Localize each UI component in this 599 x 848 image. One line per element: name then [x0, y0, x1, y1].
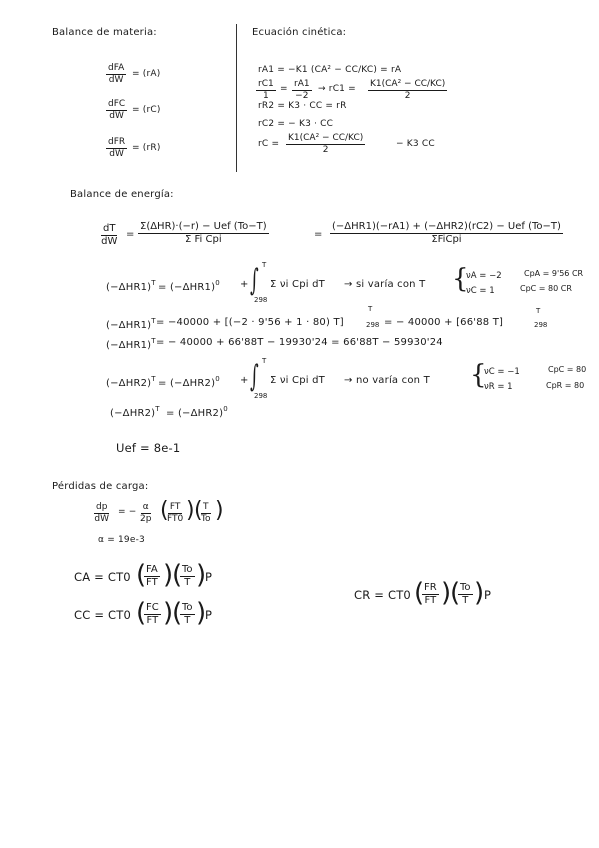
mass-eq2-rhs: = (rC)	[132, 105, 161, 115]
cc-paren-open-1: (	[136, 598, 147, 628]
cc-f-num: FC	[146, 602, 159, 613]
h4-integrand: Σ νi Cpi dT	[270, 375, 325, 386]
kinetics-l2-den-c: 2	[404, 91, 411, 101]
mass-eq1-rhs: = (rA)	[132, 69, 161, 79]
h5-lhs	[110, 406, 160, 419]
h4-lhs	[106, 376, 156, 389]
cr-f-den: FT	[424, 595, 437, 606]
ca-paren-open-1: (	[136, 560, 147, 590]
int1-lower: 298	[254, 296, 268, 304]
kinetics-l5-lhs: rC =	[258, 139, 280, 149]
mass-eq1-fraction	[106, 64, 126, 85]
cp-r: CpR = 80	[546, 381, 585, 390]
alpha-frac	[140, 503, 151, 524]
ca-f-num: FA	[146, 564, 158, 575]
mass-eq3-num: dFR	[108, 137, 126, 147]
ca-f-frac	[144, 565, 160, 588]
energy-mid-den: Σ Fi Cpi	[185, 234, 222, 245]
h5-mid	[166, 406, 228, 419]
h2-rhs2: = − 40000 + [66'88 T]	[384, 317, 504, 328]
alpha-num: α	[142, 502, 149, 512]
paren-close-2: )	[215, 498, 224, 523]
brace-2: {	[470, 360, 487, 390]
kinetics-l2-num-b: rA1	[294, 79, 310, 89]
integral-sign-1: ∫	[250, 263, 259, 298]
h2-lim-up: T	[368, 305, 373, 313]
h4-plus: +	[240, 375, 249, 386]
h2-lhs-text: (−ΔHR1)	[106, 320, 152, 331]
t-frac	[201, 503, 211, 524]
h3-lhs-sup: T	[151, 337, 156, 345]
energy-lhs-num: dT	[103, 223, 116, 234]
mass-balance-title: Balance de materia:	[52, 27, 157, 38]
int2-lower: 298	[254, 392, 268, 400]
h2-lim2-lo: 298	[534, 321, 548, 329]
nu-c: νC = 1	[466, 286, 495, 296]
kinetics-line1: rA1 = −K1 (CA² − CC/KC) = rA	[258, 65, 402, 75]
ca-lhs: CA = CT0	[74, 570, 131, 584]
h3-lhs	[106, 338, 156, 351]
ca-paren-close-2: )	[196, 560, 207, 590]
dp-eq: = −	[118, 507, 137, 517]
ft-num: FT	[169, 502, 181, 512]
cc-paren-close-2: )	[196, 598, 207, 628]
h1-lhs-text: (−ΔHR1)	[106, 282, 152, 293]
kinetics-l5-rhs: − K3 CC	[396, 139, 435, 149]
h2-lhs-sup: T	[151, 317, 156, 325]
cc-t-frac	[180, 603, 195, 626]
cc-t-num: To	[182, 602, 193, 613]
int1-upper: T	[262, 261, 267, 269]
pressure-title: Pérdidas de carga:	[52, 481, 149, 492]
ca-f-den: FT	[146, 577, 158, 588]
cr-t-den: T	[462, 595, 469, 606]
energy-mid-num: Σ(ΔHR)·(−r) − Uef (To−T)	[140, 221, 267, 232]
kinetics-l2-arrow: → rC1 =	[318, 84, 356, 94]
cp-a: CpA = 9'56 CR	[524, 269, 584, 278]
uef-value: Uef = 8e-1	[116, 441, 181, 455]
energy-lhs-frac	[101, 224, 117, 247]
h4-mid-text: = (−ΔHR2)	[158, 378, 216, 389]
h3-rhs: = − 40000 + 66'88T − 19930'24 = 66'88T − 59930'24	[156, 337, 443, 348]
mass-eq3-fraction	[106, 138, 127, 159]
kinetics-l2-num-a: rC1	[258, 79, 274, 89]
h1-note: → si varía con T	[344, 279, 426, 290]
kinetics-l2-den-a: 1	[262, 91, 269, 101]
cc-p: P	[205, 608, 213, 622]
h4-mid-sup: 0	[215, 375, 220, 383]
kinetics-l2-frac-b	[292, 80, 312, 101]
t-den: To	[201, 514, 211, 524]
integral-sign-2: ∫	[250, 359, 259, 394]
h4-mid	[158, 376, 220, 389]
alpha-den: 2p	[140, 514, 152, 524]
ca-paren-close-1: )	[163, 560, 174, 590]
h5-lhs-text: (−ΔHR2)	[110, 408, 156, 419]
h1-plus: +	[240, 279, 249, 290]
kinetics-l2-num-c: K1(CA² − CC/KC)	[370, 79, 446, 89]
cc-paren-open-2: (	[172, 598, 183, 628]
mass-eq2-num: dFC	[108, 99, 126, 109]
cp-c2: CpC = 80	[548, 365, 587, 374]
dp-num: dp	[96, 502, 108, 512]
cp-c: CpC = 80 CR	[520, 284, 572, 293]
ca-t-num: To	[182, 564, 193, 575]
energy-rhs-num: (−ΔHR1)(−rA1) + (−ΔHR2)(rC2) − Uef (To−T)	[332, 221, 561, 232]
paren-close-1: )	[186, 498, 195, 523]
energy-eq2: =	[314, 229, 323, 240]
cc-f-frac	[144, 603, 161, 626]
cc-f-den: FT	[146, 615, 159, 626]
cr-f-num: FR	[424, 582, 437, 593]
mass-eq2-den: dW	[109, 111, 124, 121]
dp-den: dW	[94, 514, 110, 524]
cr-f-frac	[422, 583, 439, 606]
h2-rhs1: = −40000 + [(−2 · 9'56 + 1 · 80) T]	[156, 317, 344, 328]
cr-t-num: To	[460, 582, 471, 593]
paren-open-1: (	[160, 498, 169, 523]
energy-eq1: =	[126, 229, 135, 240]
h1-mid-text: = (−ΔHR1)	[158, 282, 216, 293]
nu-r: νR = 1	[484, 382, 513, 392]
cr-paren-close-2: )	[474, 578, 485, 608]
h4-note: → no varía con T	[344, 375, 430, 386]
ft-den: FT0	[167, 514, 184, 524]
cc-paren-close-1: )	[163, 598, 174, 628]
ca-t-frac	[180, 565, 195, 588]
mass-eq1-den: dW	[108, 75, 124, 85]
cr-t-frac	[458, 583, 473, 606]
energy-rhs-den: ΣFiCpi	[431, 234, 462, 245]
cr-lhs: CR = CT0	[354, 588, 411, 602]
cr-paren-close-1: )	[441, 578, 452, 608]
int2-upper: T	[262, 357, 267, 365]
h5-mid-text: = (−ΔHR2)	[166, 408, 224, 419]
mass-eq3-den: dW	[109, 149, 124, 159]
brace-1: {	[452, 264, 469, 294]
dp-frac	[94, 503, 109, 524]
kinetics-line3: rR2 = K3 · CC = rR	[258, 101, 347, 111]
ca-p: P	[205, 570, 213, 584]
kinetics-l5-frac	[286, 134, 365, 155]
kinetics-line4: rC2 = − K3 · CC	[258, 119, 334, 129]
h1-lhs	[106, 280, 156, 293]
section-divider	[236, 24, 237, 172]
ca-t-den: T	[184, 577, 191, 588]
kinetics-title: Ecuación cinética:	[252, 27, 347, 38]
cc-t-den: T	[184, 615, 191, 626]
kinetics-l5-num: K1(CA² − CC/KC)	[288, 133, 364, 143]
h5-mid-sup: 0	[223, 405, 228, 413]
cr-paren-open-2: (	[450, 578, 461, 608]
h4-lhs-text: (−ΔHR2)	[106, 378, 152, 389]
kinetics-l2-frac-a	[256, 80, 276, 101]
energy-mid-frac	[138, 222, 269, 245]
h1-mid-sup: 0	[215, 279, 220, 287]
h2-lhs	[106, 318, 156, 331]
mass-eq3-rhs: = (rR)	[132, 143, 161, 153]
nu-c2: νC = −1	[484, 367, 520, 377]
cr-p: P	[484, 588, 492, 602]
kinetics-l5-den: 2	[322, 145, 329, 155]
h4-lhs-sup: T	[151, 375, 156, 383]
ca-paren-open-2: (	[172, 560, 183, 590]
alpha-value: α = 19e-3	[98, 535, 145, 545]
mass-eq1-num: dFA	[108, 63, 125, 73]
h3-lhs-text: (−ΔHR1)	[106, 340, 152, 351]
energy-rhs-frac	[330, 222, 563, 245]
h2-lim2-up: T	[536, 307, 541, 315]
h1-integrand: Σ νi Cpi dT	[270, 279, 325, 290]
ft-frac	[167, 503, 183, 524]
h1-lhs-sup: T	[151, 279, 156, 287]
energy-lhs-den: dW	[101, 236, 118, 247]
kinetics-l2-eq: =	[280, 84, 288, 94]
t-num: T	[203, 502, 209, 512]
mass-eq2-fraction	[106, 100, 127, 121]
paren-open-2: (	[194, 498, 203, 523]
cr-paren-open-1: (	[414, 578, 425, 608]
h2-lim-lo: 298	[366, 321, 380, 329]
h1-mid	[158, 280, 220, 293]
nu-a: νA = −2	[466, 271, 502, 281]
cc-lhs: CC = CT0	[74, 608, 131, 622]
energy-title: Balance de energía:	[70, 189, 174, 200]
h5-lhs-sup: T	[155, 405, 160, 413]
kinetics-l2-den-b: −2	[295, 91, 309, 101]
kinetics-l2-frac-c	[368, 80, 447, 101]
